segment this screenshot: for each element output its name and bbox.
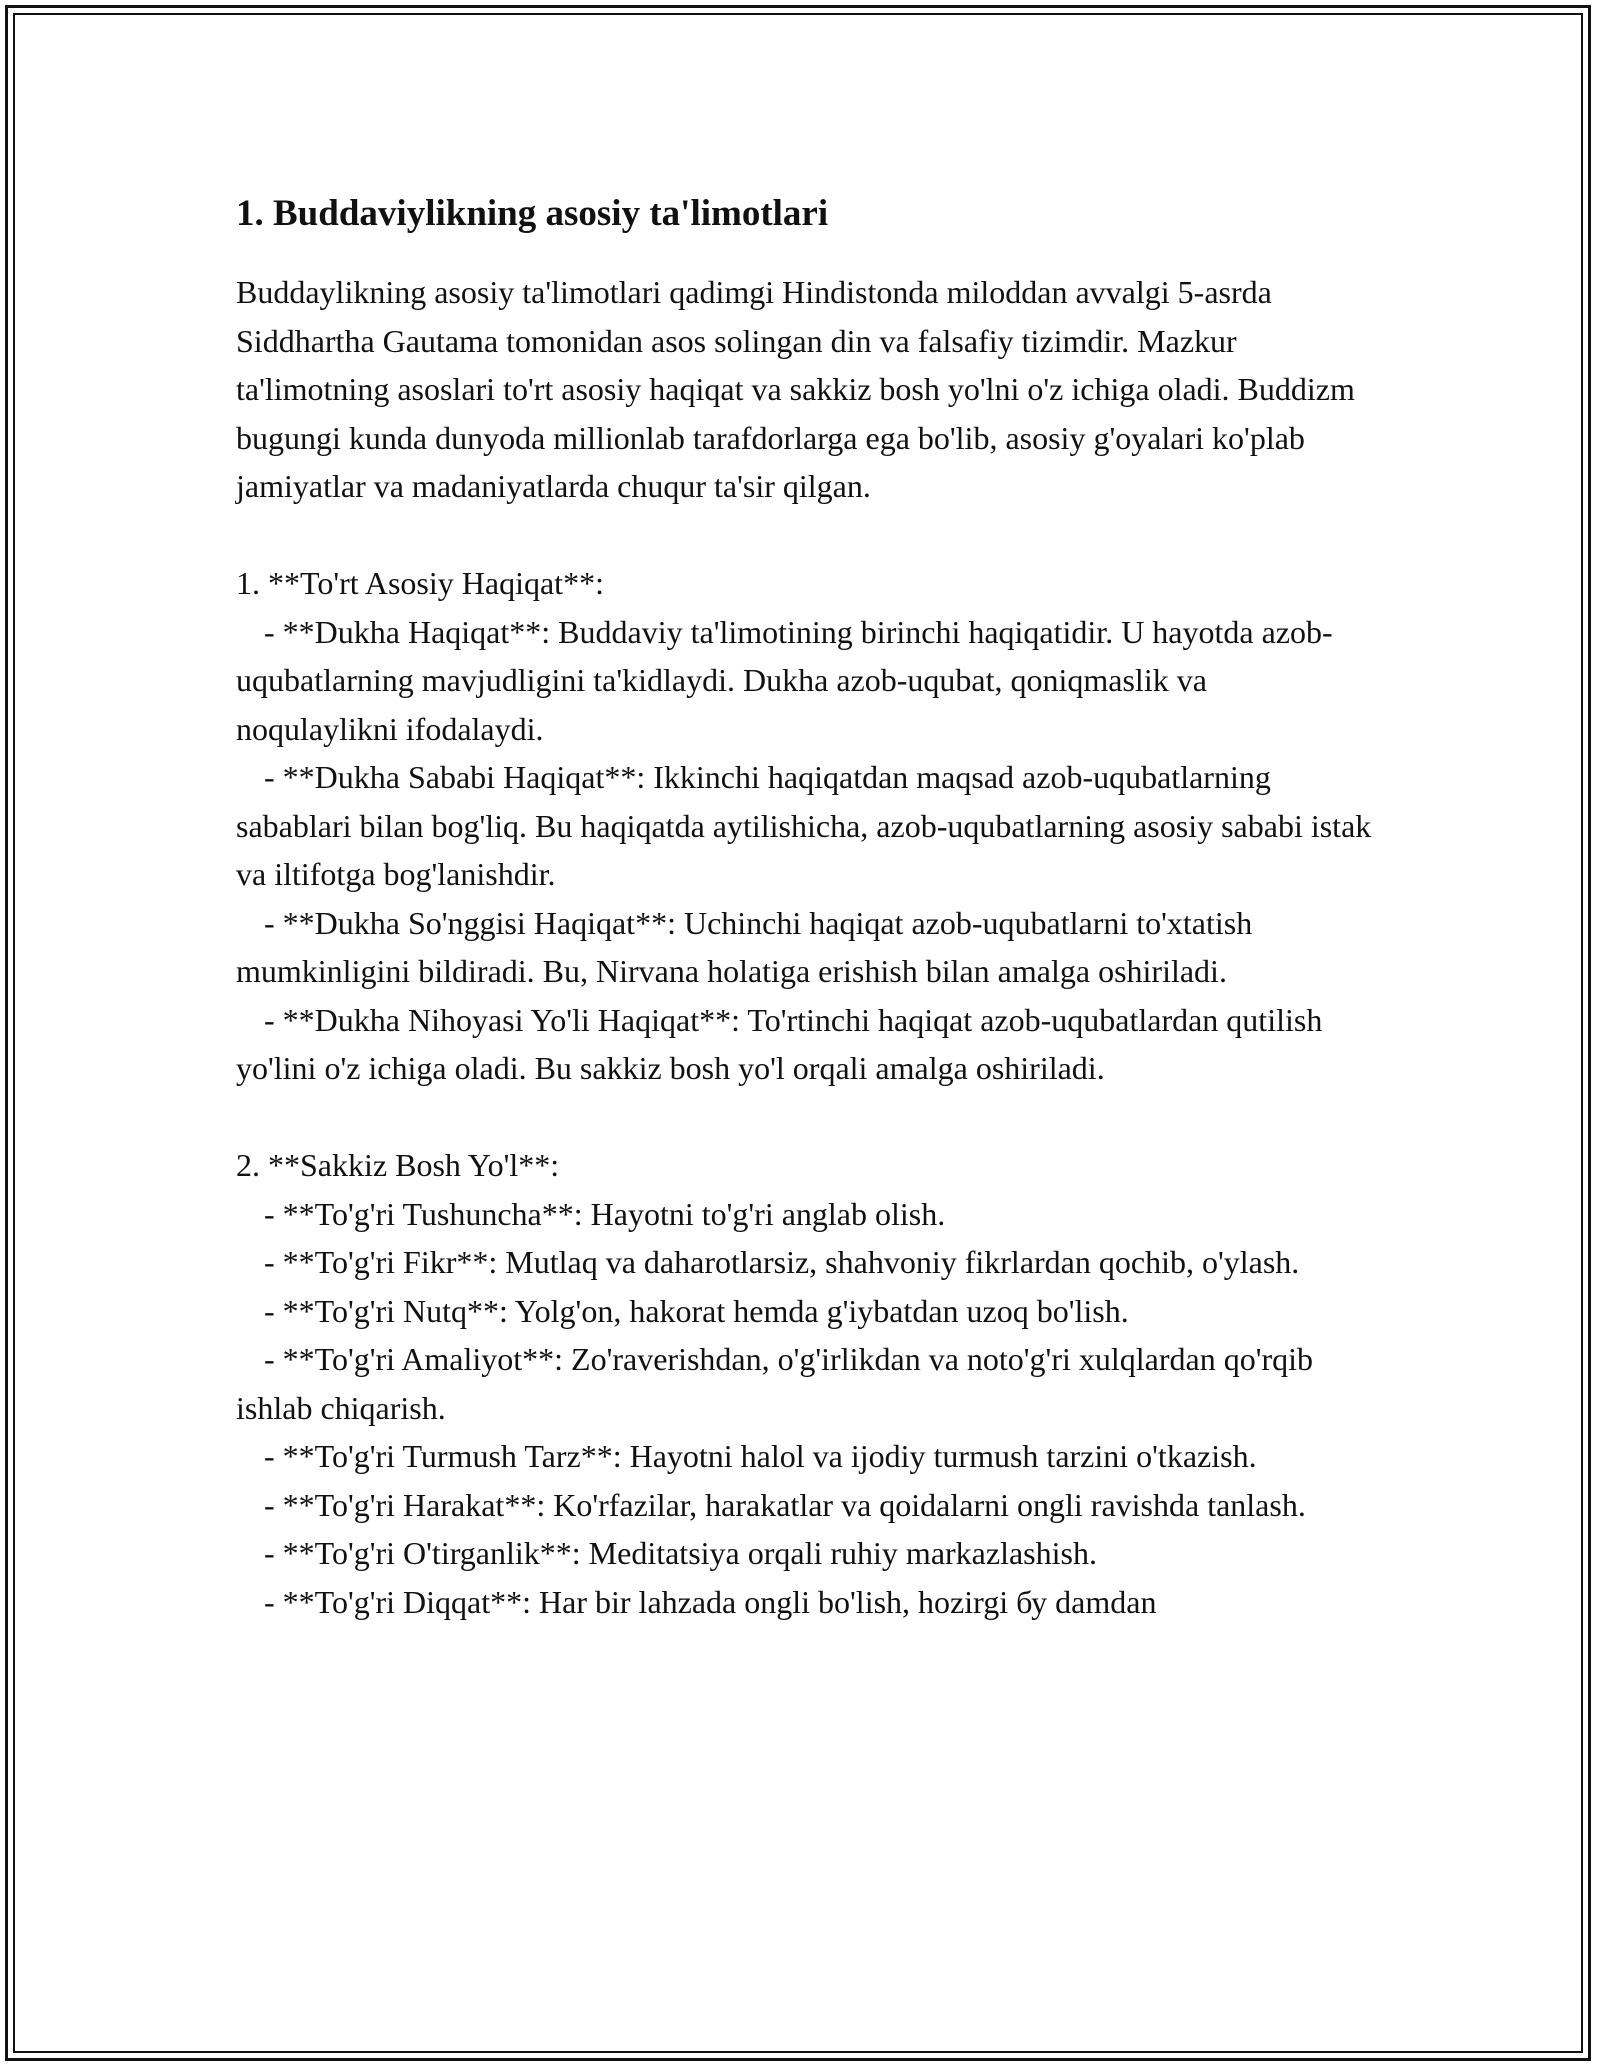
list-item-amaliyot: - **To'g'ri Amaliyot**: Zo'raverishdan, o'g'irlikdan va noto'g'ri xulqlardan qo'rqib ishlab chiqarish. xyxy=(236,1341,1314,1426)
list-item-turmush-tarz: - **To'g'ri Turmush Tarz**: Hayotni halol va ijodiy turmush tarzini o'tkazish. xyxy=(264,1438,1257,1474)
paragraph-spacer xyxy=(236,1093,1376,1142)
section-heading: 1. Buddaviylikning asosiy ta'limotlari xyxy=(236,193,829,234)
list-item-dukha-sonngisi: - **Dukha So'nggisi Haqiqat**: Uchinchi haqiqat azob-uqubatlarni to'xtatish mumkinligini bildiradi. Bu, Nirvana holatiga erishish bilan amalga oshiriladi. xyxy=(236,904,1253,989)
list-item-dukha-sababi: - **Dukha Sababi Haqiqat**: Ikkinchi haqiqatdan maqsad azob-uqubatlarning sabablari bilan bog'liq. Bu haqiqatda aytilishicha, azob-uqubatlarning asosiy sababi istak va iltifotga bog'lanishdir. xyxy=(236,759,1372,892)
intro-paragraph: Buddaylikning asosiy ta'limotlari qadimgi Hindistonda miloddan avvalgi 5-asrda Siddhartha Gautama tomonidan asos solingan din va falsafiy tizimdir. Mazkur ta'limotning asoslari to'rt asosiy haqiqat va sakkiz bosh yo'lni o'z ichiga oladi. Buddizm bugungi kunda dunyoda millionlab tarafdorlarga ega bo'lib, asosiy g'oyalari ko'plab jamiyatlar va madaniyatlarda chuqur ta'sir qilgan. xyxy=(236,274,1355,504)
list-item-tushuncha: - **To'g'ri Tushuncha**: Hayotni to'g'ri anglab olish. xyxy=(264,1195,946,1232)
four-truths-title: 1. **To'rt Asosiy Haqiqat**: xyxy=(236,565,604,601)
list-item-nutq: - **To'g'ri Nutq**: Yolg'on, hakorat hemda g'iybatdan uzoq bo'lish. xyxy=(264,1292,1129,1329)
eightfold-path-title: 2. **Sakkiz Bosh Yo'l**: xyxy=(236,1147,560,1183)
list-item-harakat: - **To'g'ri Harakat**: Ko'rfazilar, harakatlar va qoidalarni ongli ravishda tanlash. xyxy=(264,1486,1306,1523)
paragraph-spacer xyxy=(236,511,1376,560)
list-item-fikr: - **To'g'ri Fikr**: Mutlaq va daharotlarsiz, shahvoniy fikrlardan qochib, o'ylash. xyxy=(264,1244,1300,1280)
list-item-diqqat: - **To'g'ri Diqqat**: Har bir lahzada ongli bo'lish, hozirgi бу damdan xyxy=(264,1583,1157,1620)
list-item-dukha: - **Dukha Haqiqat**: Buddaviy ta'limotining birinchi haqiqatidir. U hayotda azob-uqubatlarning mavjudligini ta'kidlaydi. Dukha azob-uqubat, qoniqmaslik va noqulaylikni ifodalaydi. xyxy=(236,613,1333,747)
document-body xyxy=(236,190,1376,1626)
list-item-dukha-nihoyasi: - **Dukha Nihoyasi Yo'li Haqiqat**: To'rtinchi haqiqat azob-uqubatlardan qutilish yo'lini o'z ichiga oladi. Bu sakkiz bosh yo'l orqali amalga oshiriladi. xyxy=(236,1001,1323,1086)
list-item-otirganlik: - **To'g'ri O'tirganlik**: Meditatsiya orqali ruhiy markazlashish. xyxy=(264,1535,1097,1571)
